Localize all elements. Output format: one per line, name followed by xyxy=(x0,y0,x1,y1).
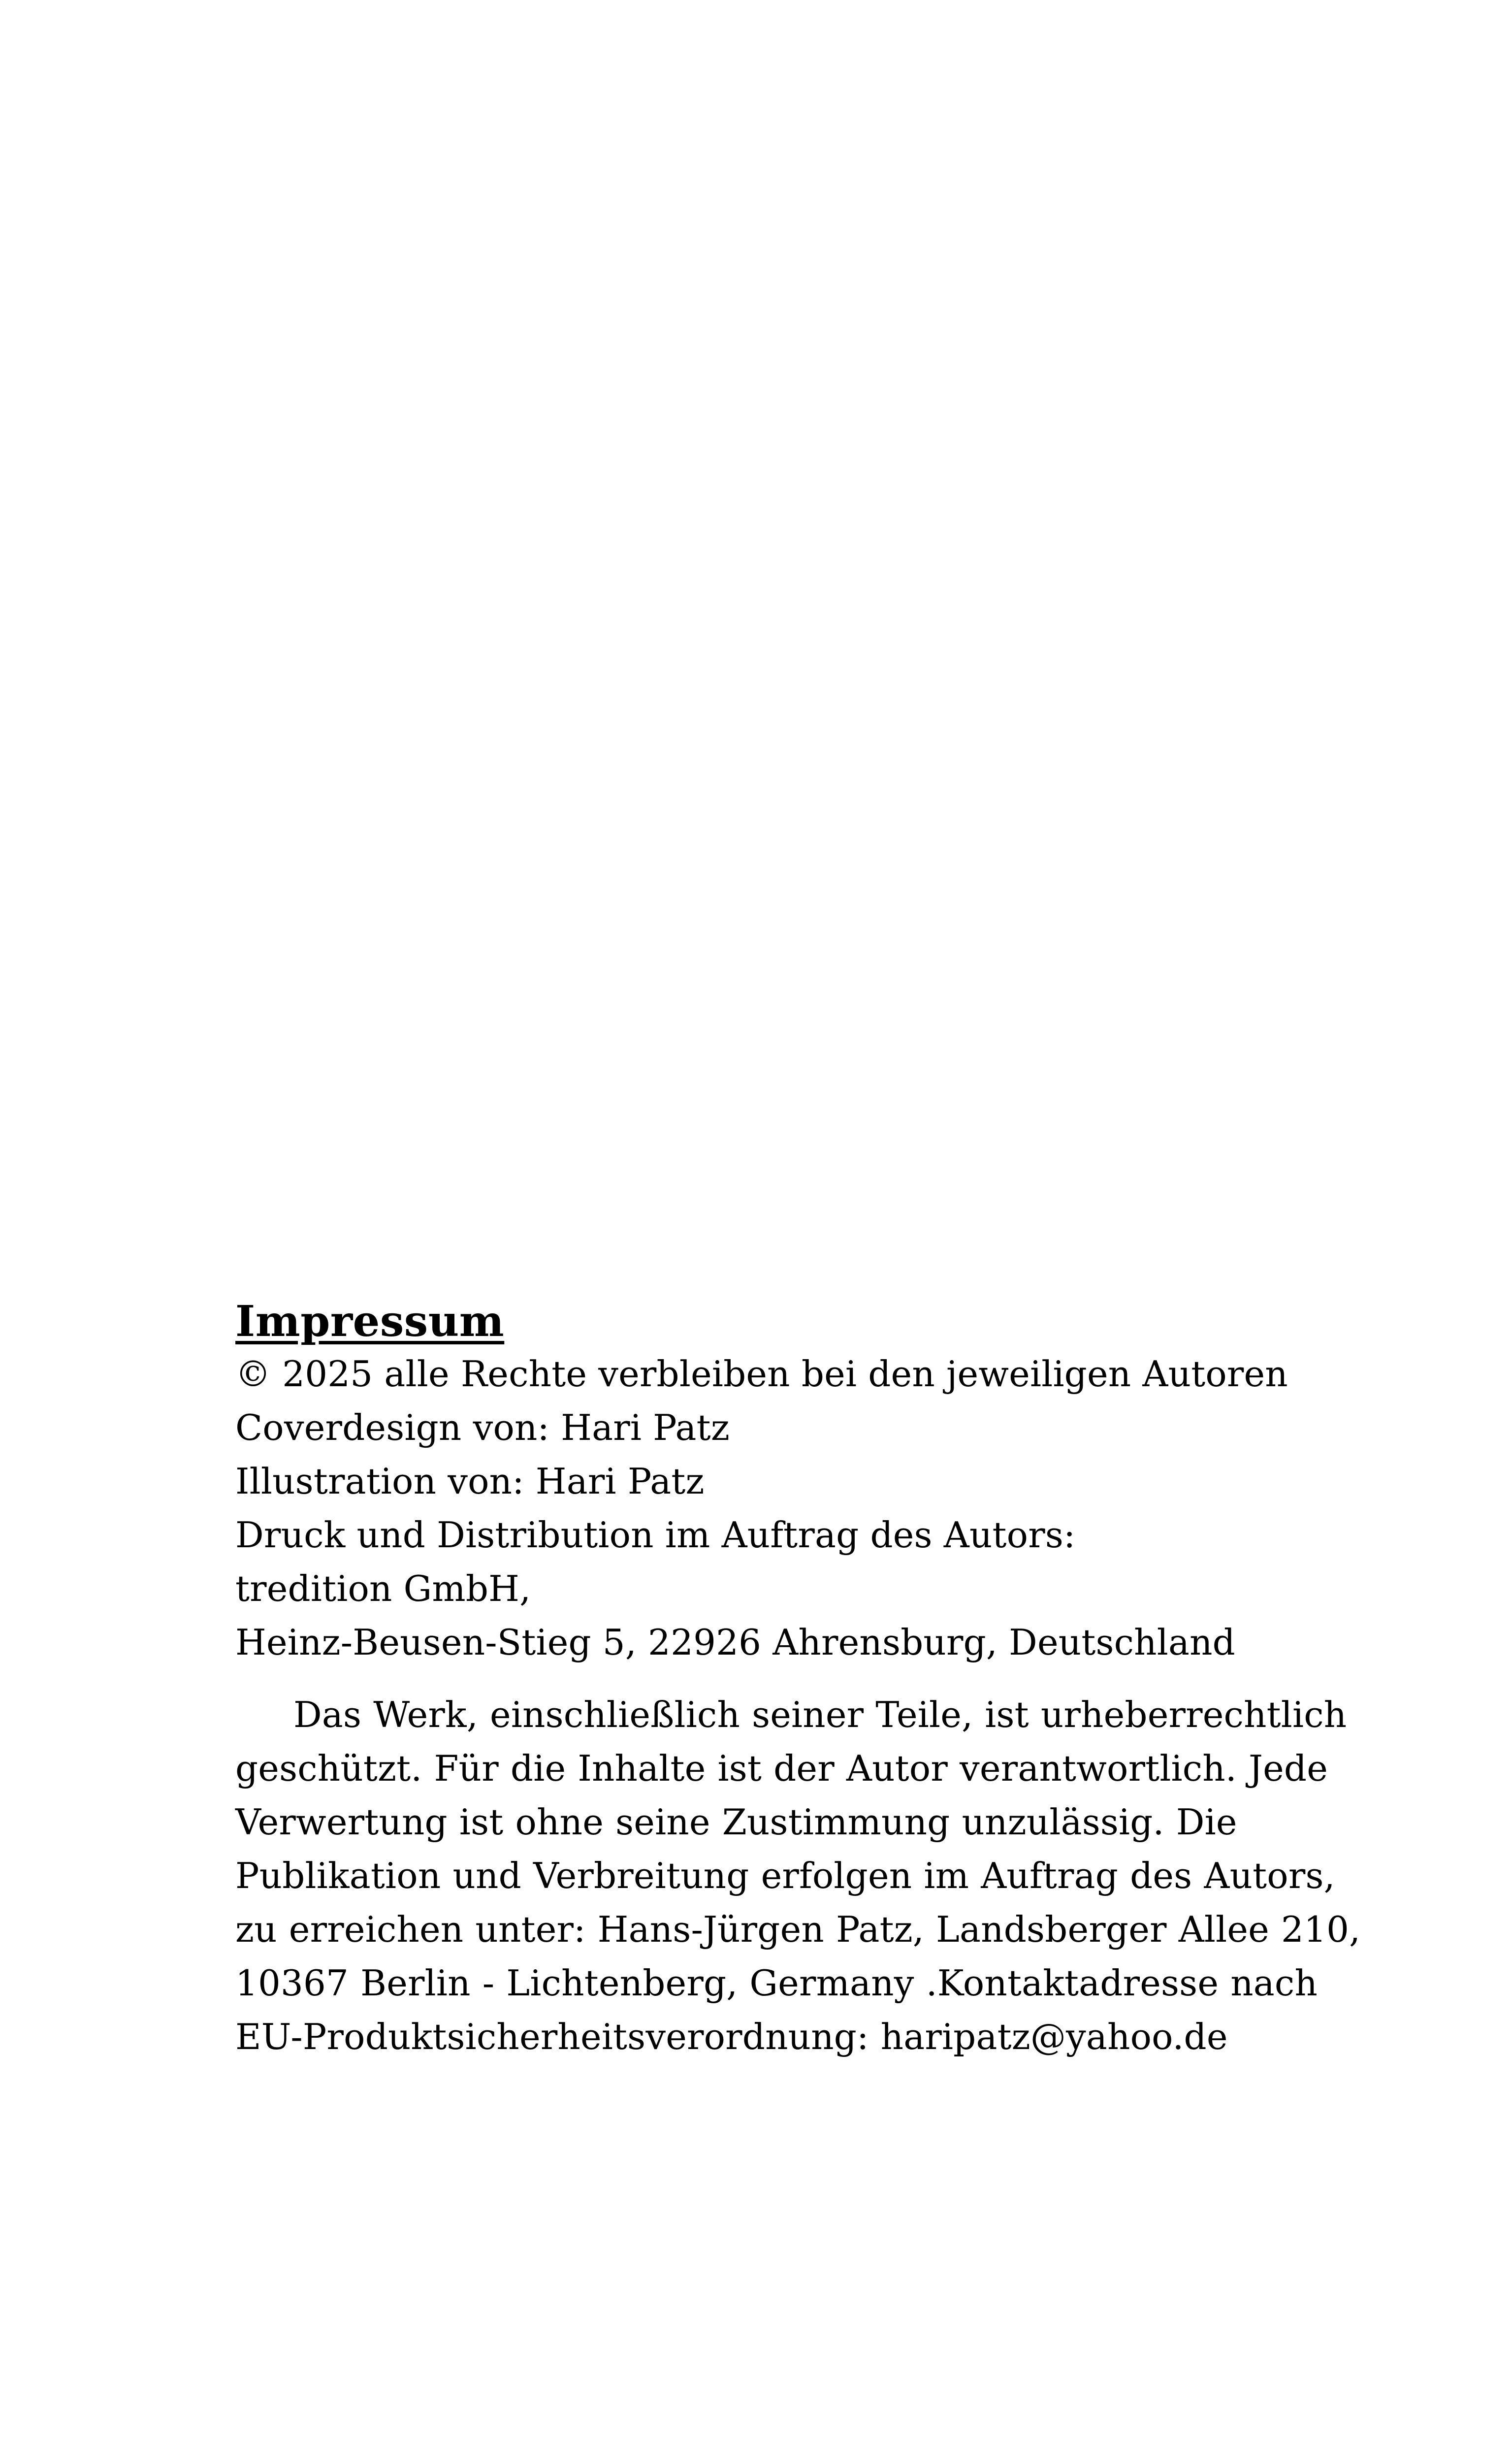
cover-design-credit: Coverdesign von: Hari Patz xyxy=(235,1407,730,1448)
legal-notice-paragraph: Das Werk, einschließlich seiner Teile, ist urheberrechtlich geschützt. Für die Inhalte ist der Autor verantwortlich. Jede Verwertung ist ohne seine Zustimmung unzulässig. Die Publikation und Verbreitung erfolgen im Auftrag des Autors, zu erreichen unter: Hans-Jürgen Patz, Landsberger Allee 210, 10367 Berlin - Lichtenberg, Germany .Kontaktadresse nach EU-Produktsicherheitsverordnung: haripatz@yahoo.de xyxy=(235,1694,1361,2057)
distribution-line: Druck und Distribution im Auftrag des Autors: xyxy=(235,1514,1076,1556)
imprint-section xyxy=(235,1296,1368,2064)
publisher-address: Heinz-Beusen-Stieg 5, 22926 Ahrensburg, Deutschland xyxy=(235,1622,1235,1663)
imprint-details xyxy=(235,1347,1368,1669)
copyright-line: © 2025 alle Rechte verbleiben bei den jeweiligen Autoren xyxy=(235,1353,1288,1395)
publisher-name: tredition GmbH, xyxy=(235,1568,531,1609)
imprint-title: Impressum xyxy=(235,1297,505,1346)
illustration-credit: Illustration von: Hari Patz xyxy=(235,1461,705,1502)
